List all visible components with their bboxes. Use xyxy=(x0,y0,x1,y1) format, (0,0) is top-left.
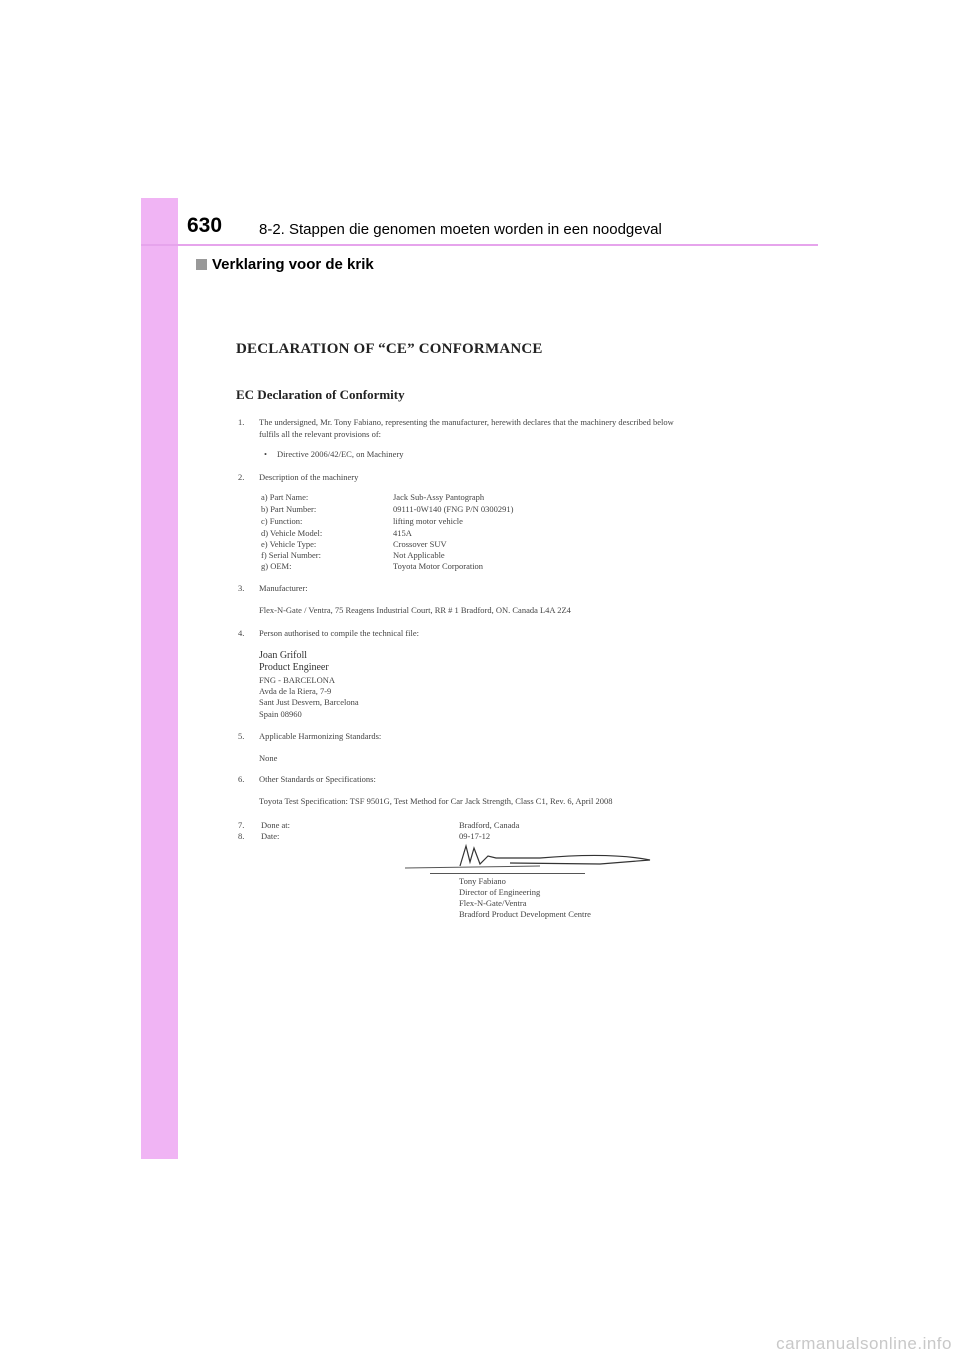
spec-key: d) Vehicle Model: xyxy=(261,528,323,538)
spec-value: Toyota Motor Corporation xyxy=(393,561,484,571)
manufacturer-address: Flex-N-Gate / Ventra, 75 Reagens Industrial Court, RR # 1 Bradford, ON. Canada L4A 2Z4 xyxy=(259,605,571,615)
item7-label: Done at: xyxy=(261,820,291,830)
item1-line2: fulfils all the relevant provisions of: xyxy=(259,429,382,439)
item-number: 3. xyxy=(238,583,245,593)
item2-label: Description of the machinery xyxy=(259,472,359,482)
item4-label: Person authorised to compile the technical file: xyxy=(259,628,420,638)
spec-key: c) Function: xyxy=(261,516,303,526)
declaration-subtitle: EC Declaration of Conformity xyxy=(236,387,405,402)
item-number: 5. xyxy=(238,731,245,741)
item8-label: Date: xyxy=(261,831,280,841)
section-heading-text: Verklaring voor de krik xyxy=(212,256,374,273)
item6-value: Toyota Test Specification: TSF 9501G, Test Method for Car Jack Strength, Class C1, Rev. 6, April 2008 xyxy=(259,796,613,806)
item-number: 4. xyxy=(238,628,245,638)
spec-key: f) Serial Number: xyxy=(261,550,321,560)
item1-directive: Directive 2006/42/EC, on Machinery xyxy=(277,449,404,459)
contact-address-line: Sant Just Desvern, Barcelona xyxy=(259,697,359,707)
spec-value: Crossover SUV xyxy=(393,539,447,549)
signatory-title: Director of Engineering xyxy=(459,887,541,897)
item8-value: 09-17-12 xyxy=(459,831,491,841)
contact-name: Joan Grifoll xyxy=(259,650,308,661)
spec-value: lifting motor vehicle xyxy=(393,516,463,526)
item7-value: Bradford, Canada xyxy=(459,820,520,830)
contact-address-line: Spain 08960 xyxy=(259,709,302,719)
item-number: 2. xyxy=(238,472,245,482)
contact-address-line: FNG - BARCELONA xyxy=(259,675,336,685)
item-number: 8. xyxy=(238,831,245,841)
spec-key: g) OEM: xyxy=(261,561,292,571)
spec-key: b) Part Number: xyxy=(261,504,317,514)
signatory-location: Bradford Product Development Centre xyxy=(459,909,591,919)
contact-role: Product Engineer xyxy=(259,662,329,673)
signatory-name: Tony Fabiano xyxy=(459,876,506,886)
chapter-title: 8-2. Stappen die genomen moeten worden in een noodgeval xyxy=(259,221,662,238)
spec-value: Jack Sub-Assy Pantograph xyxy=(393,492,485,502)
item-number: 1. xyxy=(238,417,245,427)
spec-value: 09111-0W140 (FNG P/N 0300291) xyxy=(393,504,514,514)
declaration-title: DECLARATION OF “CE” CONFORMANCE xyxy=(236,341,543,357)
contact-address-line: Avda de la Riera, 7-9 xyxy=(259,686,332,696)
watermark: carmanualsonline.info xyxy=(776,1334,952,1353)
signature xyxy=(400,838,660,878)
item-number: 6. xyxy=(238,774,245,784)
item1-line1: The undersigned, Mr. Tony Fabiano, representing the manufacturer, herewith declares that the machinery described below xyxy=(259,417,674,427)
signature-line xyxy=(430,873,585,874)
spec-key: a) Part Name: xyxy=(261,492,309,502)
item-number: 7. xyxy=(238,820,245,830)
page-number: 630 xyxy=(187,214,223,237)
item5-value: None xyxy=(259,753,278,763)
bullet-icon: • xyxy=(264,449,267,459)
spec-value: Not Applicable xyxy=(393,550,445,560)
item5-label: Applicable Harmonizing Standards: xyxy=(259,731,382,741)
item3-label: Manufacturer: xyxy=(259,583,308,593)
spec-value: 415A xyxy=(393,528,412,538)
spec-key: e) Vehicle Type: xyxy=(261,539,317,549)
signatory-company: Flex-N-Gate/Ventra xyxy=(459,898,527,908)
item6-label: Other Standards or Specifications: xyxy=(259,774,376,784)
